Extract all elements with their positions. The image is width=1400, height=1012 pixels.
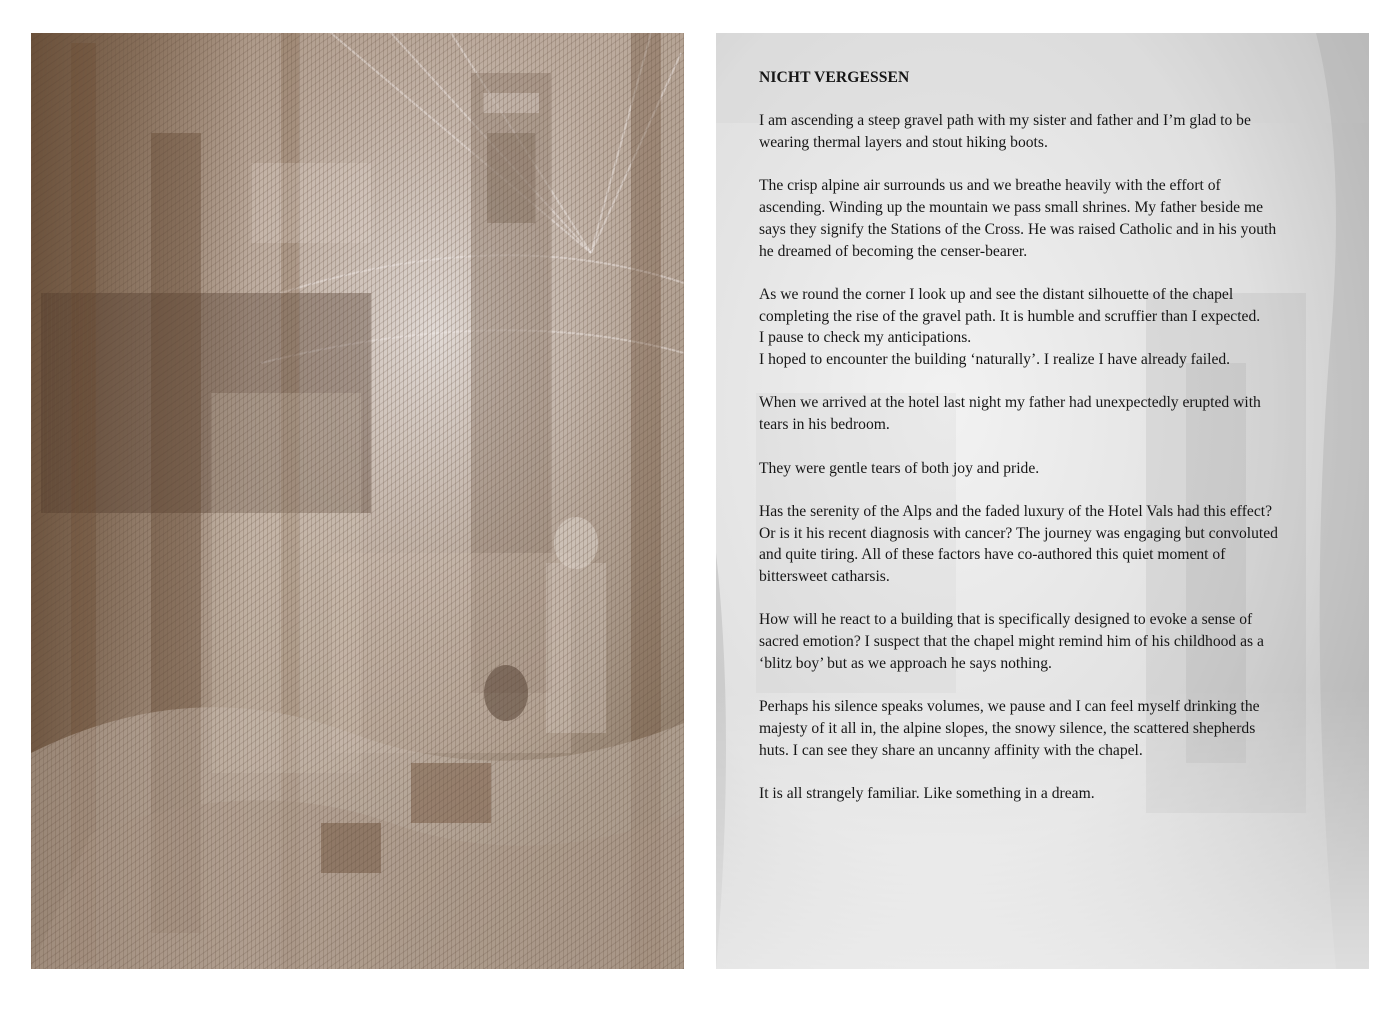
paragraph — [759, 783, 1344, 805]
text-line: When we arrived at the hotel last night my father had unexpectedly erupted with — [759, 394, 1261, 412]
architectural-collage-image — [31, 33, 684, 969]
text-line: wearing thermal layers and stout hiking boots. — [759, 134, 1048, 152]
text-page — [716, 33, 1369, 969]
text-line: I hoped to encounter the building ‘naturally’. I realize I have already failed. — [759, 351, 1231, 369]
paragraph — [759, 501, 1344, 588]
text-line: Or is it his recent diagnosis with cancer? The journey was engaging but convoluted — [759, 524, 1278, 542]
text-line: ascending. Winding up the mountain we pass small shrines. My father beside me — [759, 199, 1264, 217]
text-line: says they signify the Stations of the Cross. He was raised Catholic and in his youth — [759, 220, 1277, 238]
text-line: How will he react to a building that is specifically designed to evoke a sense of — [759, 611, 1253, 629]
paragraph — [759, 458, 1344, 480]
text-line: huts. I can see they share an uncanny affinity with the chapel. — [759, 741, 1143, 759]
text-line: majesty of it all in, the alpine slopes, the snowy silence, the scattered shepherds — [759, 719, 1256, 737]
collage-image — [31, 33, 684, 969]
text-line: I am ascending a steep gravel path with my sister and father and I’m glad to be — [759, 112, 1251, 130]
text-line: I pause to check my anticipations. — [759, 329, 972, 347]
paragraph — [759, 696, 1344, 761]
text-line: he dreamed of becoming the censer-bearer. — [759, 242, 1028, 260]
text-line: It is all strangely familiar. Like something in a dream. — [759, 785, 1095, 803]
text-line: sacred emotion? I suspect that the chapel might remind him of his childhood as a — [759, 633, 1264, 651]
text-line: bittersweet catharsis. — [759, 568, 890, 586]
paragraph — [759, 609, 1344, 674]
text-line: ‘blitz boy’ but as we approach he says nothing. — [759, 654, 1052, 672]
text-line: Perhaps his silence speaks volumes, we pause and I can feel myself drinking the — [759, 698, 1260, 716]
text-line: tears in his bedroom. — [759, 416, 890, 434]
text-line: They were gentle tears of both joy and pride. — [759, 459, 1040, 477]
paragraph — [759, 110, 1344, 153]
essay-text — [759, 67, 1344, 826]
text-line: completing the rise of the gravel path. It is humble and scruffier than I expected. — [759, 307, 1261, 325]
paragraph — [759, 175, 1344, 262]
text-line: and quite tiring. All of these factors have co-authored this quiet moment of — [759, 546, 1226, 564]
text-line: As we round the corner I look up and see the distant silhouette of the chapel — [759, 285, 1234, 303]
paragraph — [759, 284, 1344, 371]
text-line: The crisp alpine air surrounds us and we breathe heavily with the effort of — [759, 177, 1221, 195]
page-title: NICHT VERGESSEN — [759, 69, 910, 86]
text-line: Has the serenity of the Alps and the faded luxury of the Hotel Vals had this effect? — [759, 502, 1273, 520]
paragraph — [759, 392, 1344, 435]
